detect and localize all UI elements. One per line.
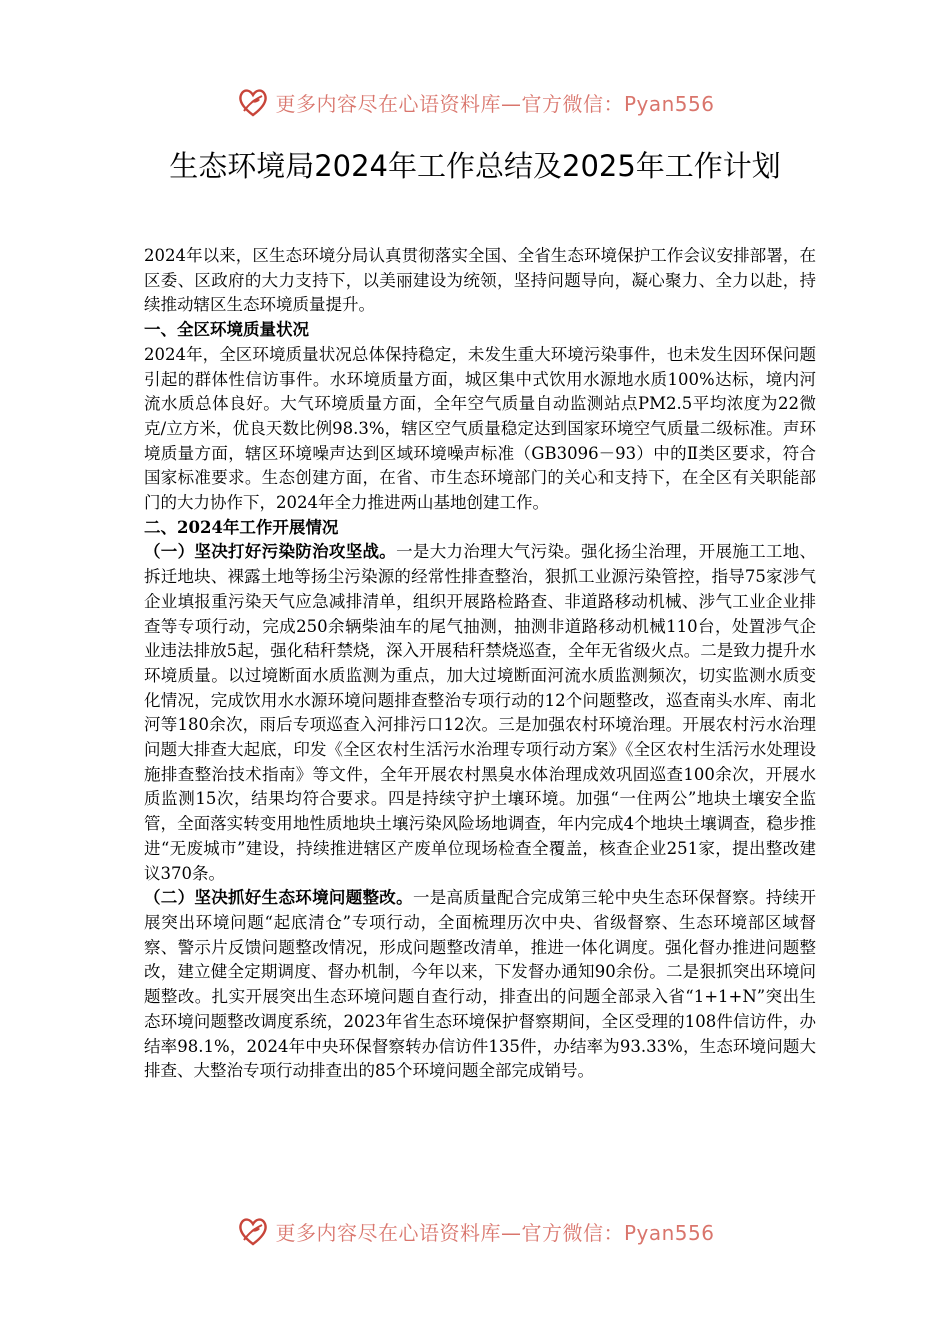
- intro-paragraph: 2024年以来，区生态环境分局认真贯彻落实全国、全省生态环境保护工作会议安排部署，在区委、区政府的大力支持下，以美丽建设为统领，坚持问题导向，凝心聚力、全力以赴，持续推动辖区生态环境质量提升。: [144, 246, 816, 315]
- subsection-lead-pollution-control: （一）坚决打好污染防治攻坚战。: [144, 542, 397, 562]
- heart-leaf-logo-icon: [235, 84, 271, 120]
- watermark-text: 更多内容尽在心语资料库—官方微信：Pyan556: [275, 1220, 715, 1245]
- subsection-body-problem-rectification: 一是高质量配合完成第三轮中央生态环保督察。持续开展突出环境问题“起底清仓”专项行动，全面梳理历次中央、省级督察、生态环境部区域督察、警示片反馈问题整改情况，形成问题整改清单，推进一体化调度。强化督办推进问题整改，建立健全定期调度、督办机制，今年以来，下发督办通知90余份。二是狠抓突出环境问题整改。扎实开展突出生态环境问题自查行动，排查出的问题全部录入省“1+1+N”突出生态环境问题整改调度系统，2023年省生态环境保护督察期间，全区受理的108件信访件，办结率98.1%，2024年中央环保督察转办信访件135件，办结率为93.33%，生态环境问题大排查、大整治专项行动排查出的85个环境问题全部完成销号。: [144, 888, 817, 1081]
- subsection-body-pollution-control: 一是大力治理大气污染。强化扬尘治理，开展施工工地、拆迁地块、裸露土地等扬尘污染源的经常性排查整治，狠抓工业源污染管控，指导75家涉气企业填报重污染天气应急减排清单，组织开展路检路查、非道路移动机械、涉气工业企业排查等专项行动，完成250余辆柴油车的尾气抽测，抽测非道路移动机械110台，处置涉气企业违法排放5起，强化秸秆禁烧，深入开展秸秆禁烧巡查，全年无省级火点。二是致力提升水环境质量。以过境断面水质监测为重点，加大过境断面河流水质监测频次，切实监测水质变化情况，完成饮用水水源环境问题排查整治专项行动的12个问题整改，巡查南头水库、南北河等180余次，雨后专项巡查入河排污口12次。三是加强农村环境治理。开展农村污水治理问题大排查大起底，印发《全区农村生活污水治理专项行动方案》《全区农村生活污水处理设施排查整治技术指南》等文件，全年开展农村黑臭水体治理成效巩固巡查100余次，开展水质监测15次，结果均符合要求。四是持续守护土壤环境。加强“一住两公”地块土壤安全监管，全面落实转变用地性质地块土壤污染风险场地调查，年内完成4个地块土壤调查，稳步推进“无废城市”建设，持续推进辖区产废单位现场检查全覆盖，核查企业251家，提出整改建议370条。: [144, 542, 817, 883]
- subsection-paragraph-pollution-control: [144, 540, 816, 886]
- watermark-banner-bottom: [0, 1211, 950, 1251]
- watermark-text: 更多内容尽在心语资料库—官方微信：Pyan556: [275, 91, 715, 116]
- subsection-paragraph-problem-rectification: [144, 886, 816, 1084]
- watermark-banner-top: [0, 82, 950, 122]
- document-title: 生态环境局2024年工作总结及2025年工作计划: [169, 149, 781, 183]
- document-body: [144, 244, 816, 1084]
- section-paragraph-environment-quality: 2024年，全区环境质量状况总体保持稳定，未发生重大环境污染事件，也未发生因环保问题引起的群体性信访事件。水环境质量方面，城区集中式饮用水源地水质100%达标，境内河流水质总体良好。大气环境质量方面，全年空气质量自动监测站点PM2.5平均浓度为22微克/立方米，优良天数比例98.3%，辖区空气质量稳定达到国家环境空气质量二级标准。声环境质量方面，辖区环境噪声达到区域环境噪声标准（GB3096－93）中的Ⅱ类区要求，符合国家标准要求。生态创建方面，在省、市生态环境部门的关心和支持下，在全区有关职能部门的大力协作下，2024年全力推进两山基地创建工作。: [144, 344, 816, 513]
- heart-leaf-logo-icon: [235, 1213, 271, 1249]
- section-heading-work-progress: 二、2024年工作开展情况: [144, 517, 339, 537]
- section-heading-environment-quality: 一、全区环境质量状况: [144, 320, 309, 340]
- subsection-lead-problem-rectification: （二）坚决抓好生态环境问题整改。: [144, 888, 413, 908]
